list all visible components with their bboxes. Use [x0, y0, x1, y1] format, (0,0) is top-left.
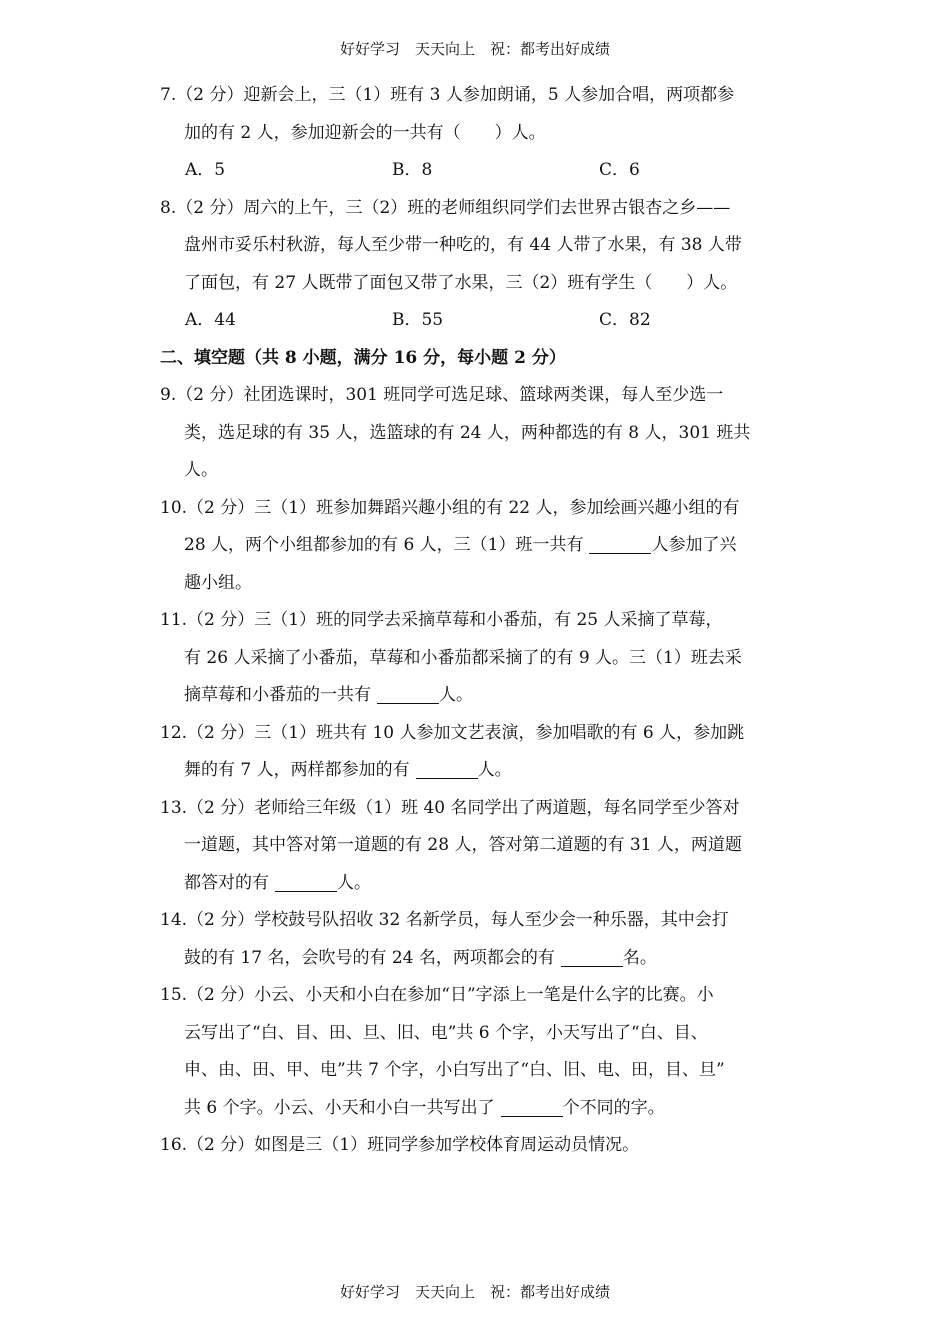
question-7 — [160, 77, 800, 190]
question-text: 10.（2 分）三（1）班参加舞蹈兴趣小组的有 22 人，参加绘画兴趣小组的有 — [160, 497, 740, 518]
question-text: 盘州市妥乐村秋游，每人至少带一种吃的，有 44 人带了水果，有 38 人带 — [184, 235, 742, 255]
question-text: 了面包，有 27 人既带了面包又带了水果，三（2）班有学生（ ）人。 — [184, 272, 738, 293]
question-text: 有 26 人采摘了小番茄，草莓和小番茄都采摘了的有 9 人。三（1）班去采 — [184, 647, 742, 668]
text-segment: 人。 — [439, 685, 473, 705]
text-segment: 都答对的有 — [184, 872, 269, 893]
question-content — [160, 77, 800, 1165]
question-15 — [160, 977, 800, 1127]
question-12 — [160, 715, 800, 790]
question-text — [160, 865, 800, 903]
page-header: 好好学习 天天向上 祝：都考出好成绩 — [339, 40, 610, 58]
text-segment: 共 6 个字。小云、小天和小白一共写出了 — [184, 1097, 495, 1118]
text-segment: 个不同的字。 — [562, 1097, 665, 1118]
question-text: 趣小组。 — [184, 572, 252, 593]
answer-options — [160, 152, 800, 190]
question-text — [160, 752, 800, 790]
answer-blank[interactable] — [561, 946, 623, 967]
text-segment: 摘草莓和小番茄的一共有 — [184, 685, 371, 705]
answer-blank[interactable] — [275, 871, 337, 892]
question-text — [160, 940, 800, 978]
question-text: 13.（2 分）老师给三年级（1）班 40 名同学出了两道题，每名同学至少答对 — [160, 797, 740, 818]
question-text: 类，选足球的有 35 人，选篮球的有 24 人，两种都选的有 8 人，301 班共 — [184, 422, 751, 443]
text-segment: 人。 — [477, 760, 512, 780]
question-text: 申、由、田、甲、电”共 7 个字，小白写出了“白、旧、电、田，目、旦” — [184, 1060, 725, 1080]
answer-blank[interactable] — [377, 683, 439, 704]
option-c: C．6 — [599, 160, 640, 180]
text-segment: 舞的有 7 人，两样都参加的有 — [184, 760, 410, 780]
question-11 — [160, 602, 800, 715]
option-b: B．55 — [392, 310, 444, 330]
question-text: 12.（2 分）三（1）班共有 10 人参加文艺表演，参加唱歌的有 6 人，参加跳 — [160, 722, 745, 743]
text-segment: 人。 — [337, 872, 371, 893]
answer-blank[interactable] — [416, 758, 478, 779]
page-footer: 好好学习 天天向上 祝：都考出好成绩 — [339, 1283, 610, 1301]
answer-options — [160, 302, 800, 340]
option-a: A．5 — [185, 160, 226, 180]
text-segment: 28 人，两个小组都参加的有 6 人，三（1）班一共有 — [184, 535, 584, 555]
answer-blank[interactable] — [501, 1096, 563, 1117]
question-text — [160, 527, 800, 565]
question-text — [160, 677, 800, 715]
option-b: B．8 — [392, 160, 433, 180]
text-segment: 鼓的有 17 名，会吹号的有 24 名，两项都会的有 — [184, 947, 555, 968]
question-16 — [160, 1127, 800, 1165]
answer-blank[interactable] — [589, 533, 651, 554]
question-text: 9.（2 分）社团选课时，301 班同学可选足球、篮球两类课，每人至少选一 — [160, 385, 724, 405]
question-text: 加的有 2 人，参加迎新会的一共有（ ）人。 — [184, 122, 546, 143]
text-segment: 名。 — [622, 947, 657, 968]
question-text: 8.（2 分）周六的上午，三（2）班的老师组织同学们去世界古银杏之乡—— — [160, 197, 731, 218]
question-text: 14.（2 分）学校鼓号队招收 32 名新学员，每人至少会一种乐器，其中会打 — [160, 910, 729, 930]
question-10 — [160, 490, 800, 603]
question-14 — [160, 902, 800, 977]
option-a: A．44 — [185, 310, 236, 330]
question-text: 人。 — [184, 460, 218, 480]
option-c: C．82 — [599, 310, 651, 330]
question-text: 云写出了“白、目、田、旦、旧、电”共 6 个字，小天写出了“白、目、 — [184, 1022, 708, 1043]
question-text: 11.（2 分）三（1）班的同学去采摘草莓和小番茄，有 25 人采摘了草莓， — [160, 610, 723, 630]
section-heading: 二、填空题（共 8 小题，满分 16 分，每小题 2 分） — [160, 347, 566, 368]
question-text: 15.（2 分）小云、小天和小白在参加“日”字添上一笔是什么字的比赛。小 — [160, 985, 714, 1005]
question-text — [160, 1090, 800, 1128]
question-text: 一道题，其中答对第一道题的有 28 人，答对第二道题的有 31 人，两道题 — [184, 835, 742, 855]
question-13 — [160, 790, 800, 903]
question-9 — [160, 377, 800, 490]
text-segment: 人参加了兴 — [651, 535, 737, 555]
question-8 — [160, 190, 800, 340]
question-text: 16.（2 分）如图是三（1）班同学参加学校体育周运动员情况。 — [160, 1135, 640, 1155]
question-text: 7.（2 分）迎新会上，三（1）班有 3 人参加朗诵，5 人参加合唱，两项都参 — [160, 85, 735, 105]
